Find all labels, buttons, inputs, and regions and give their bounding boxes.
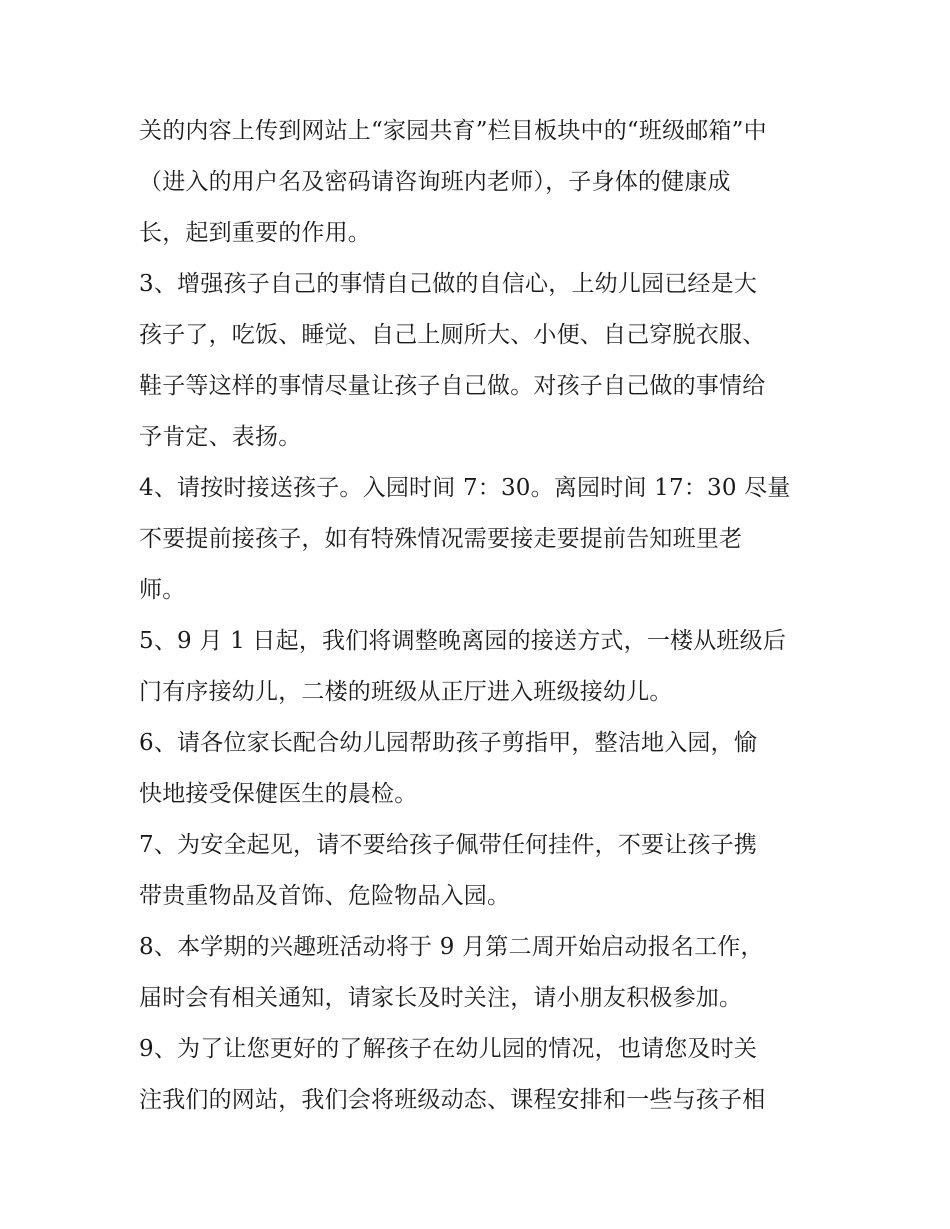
text-line: 不要提前接孩子，如有特殊情况需要接走要提前告知班里老 <box>139 526 743 552</box>
text-line: 5、9 月 1 日起，我们将调整晚离园的接送方式，一楼从班级后 <box>139 628 787 654</box>
text-line: 6、请各位家长配合幼儿园帮助孩子剪指甲，整洁地入园，愉 <box>139 730 758 756</box>
text-line: 届时会有相关通知，请家长及时关注，请小朋友积极参加。 <box>139 985 743 1011</box>
text-line: 鞋子等这样的事情尽量让孩子自己做。对孩子自己做的事情给 <box>139 373 766 399</box>
document-body <box>139 106 819 1126</box>
text-line: 9、为了让您更好的了解孩子在幼儿园的情况，也请您及时关 <box>139 1036 758 1062</box>
text-line: 4、请按时接送孩子。入园时间 7：30。离园时间 17：30 尽量 <box>139 475 791 501</box>
text-line: 予肯定、表扬。 <box>139 424 302 450</box>
text-line: 7、为安全起见，请不要给孩子佩带任何挂件，不要让孩子携 <box>139 832 758 858</box>
text-line: 3、增强孩子自己的事情自己做的自信心，上幼儿园已经是大 <box>139 271 758 297</box>
text-line: 快地接受保健医生的晨检。 <box>139 781 418 807</box>
text-line: 8、本学期的兴趣班活动将于 9 月第二周开始启动报名工作， <box>139 934 764 960</box>
text-line: 长，起到重要的作用。 <box>139 220 371 246</box>
text-line: 注我们的网站，我们会将班级动态、课程安排和一些与孩子相 <box>139 1087 766 1113</box>
text-line: （进入的用户名及密码请咨询班内老师），子身体的健康成 <box>139 169 731 195</box>
text-line: 带贵重物品及首饰、危险物品入园。 <box>139 883 511 909</box>
text-line: 师。 <box>139 577 186 603</box>
text-line: 门有序接幼儿，二楼的班级从正厅进入班级接幼儿。 <box>139 679 673 705</box>
text-line: 关的内容上传到网站上“家园共育”栏目板块中的“班级邮箱”中 <box>139 118 767 144</box>
text-line: 孩子了，吃饭、睡觉、自己上厕所大、小便、自己穿脱衣服、 <box>139 322 766 348</box>
